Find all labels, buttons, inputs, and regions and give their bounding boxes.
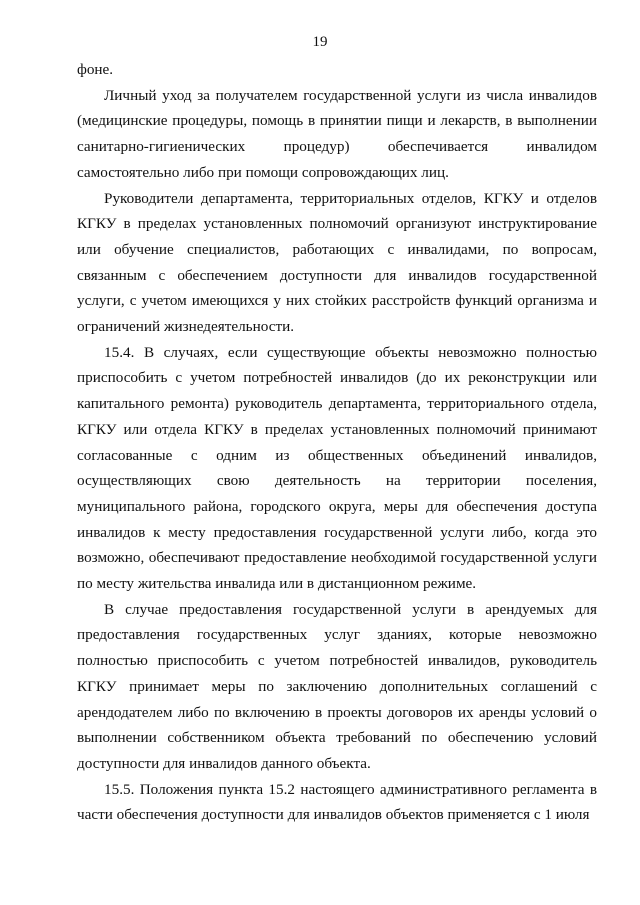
paragraph-15-5: 15.5. Положения пункта 15.2 настоящего административного регламента в части обеспечения доступности для инвалидов объектов применяется с 1 июля <box>77 780 597 824</box>
paragraph-leased-buildings: В случае предоставления государственной услуги в арендуемых для предоставления государственных услуг зданиях, которые невозможно полностью приспособить с учетом потребностей инвалидов, руководитель КГКУ принимает меры по заключению дополнительных соглашений с арендодателем либо по включению в проекты договоров их аренды условий о выполнении собственником объекта требований по обеспечению условий доступности для инвалидов данного объекта. <box>77 600 597 772</box>
paragraph-managers-training: Руководители департамента, территориальных отделов, КГКУ и отделов КГКУ в пределах установленных полномочий организуют инструктирование или обучение специалистов, работающих с инвалидами, по вопросам, связанным с обеспечением доступности для инвалидов государственной услуги, с учетом имеющихся у них стойких расстройств функций организма и ограничений жизнедеятельности. <box>77 189 597 336</box>
paragraph-15-4: 15.4. В случаях, если существующие объекты невозможно полностью приспособить с учетом потребностей инвалидов (до их реконструкции или капитального ремонта) руководитель департамента, территориального отдела, КГКУ или отдела КГКУ в пределах установленных полномочий принимают согласованные с одним из общественных объединений инвалидов, осуществляющих свою деятельность на территории поселения, муниципального района, городского округа, меры для обеспечения доступа инвалидов к месту предоставления государственной услуги либо, когда это возможно, обеспечивают предоставление необходимой государственной услуги по месту жительства инвалида или в дистанционном режиме. <box>77 343 597 593</box>
document-body <box>77 57 597 828</box>
paragraph-personal-care: Личный уход за получателем государственной услуги из числа инвалидов (медицинские процедуры, помощь в принятии пищи и лекарств, в выполнении санитарно-гигиенических процедур) обеспечивается инвалидом самостоятельно либо при помощи сопровождающих лиц. <box>77 86 597 181</box>
page-number: 19 <box>312 34 328 50</box>
paragraph-continuation: фоне. <box>77 61 114 78</box>
